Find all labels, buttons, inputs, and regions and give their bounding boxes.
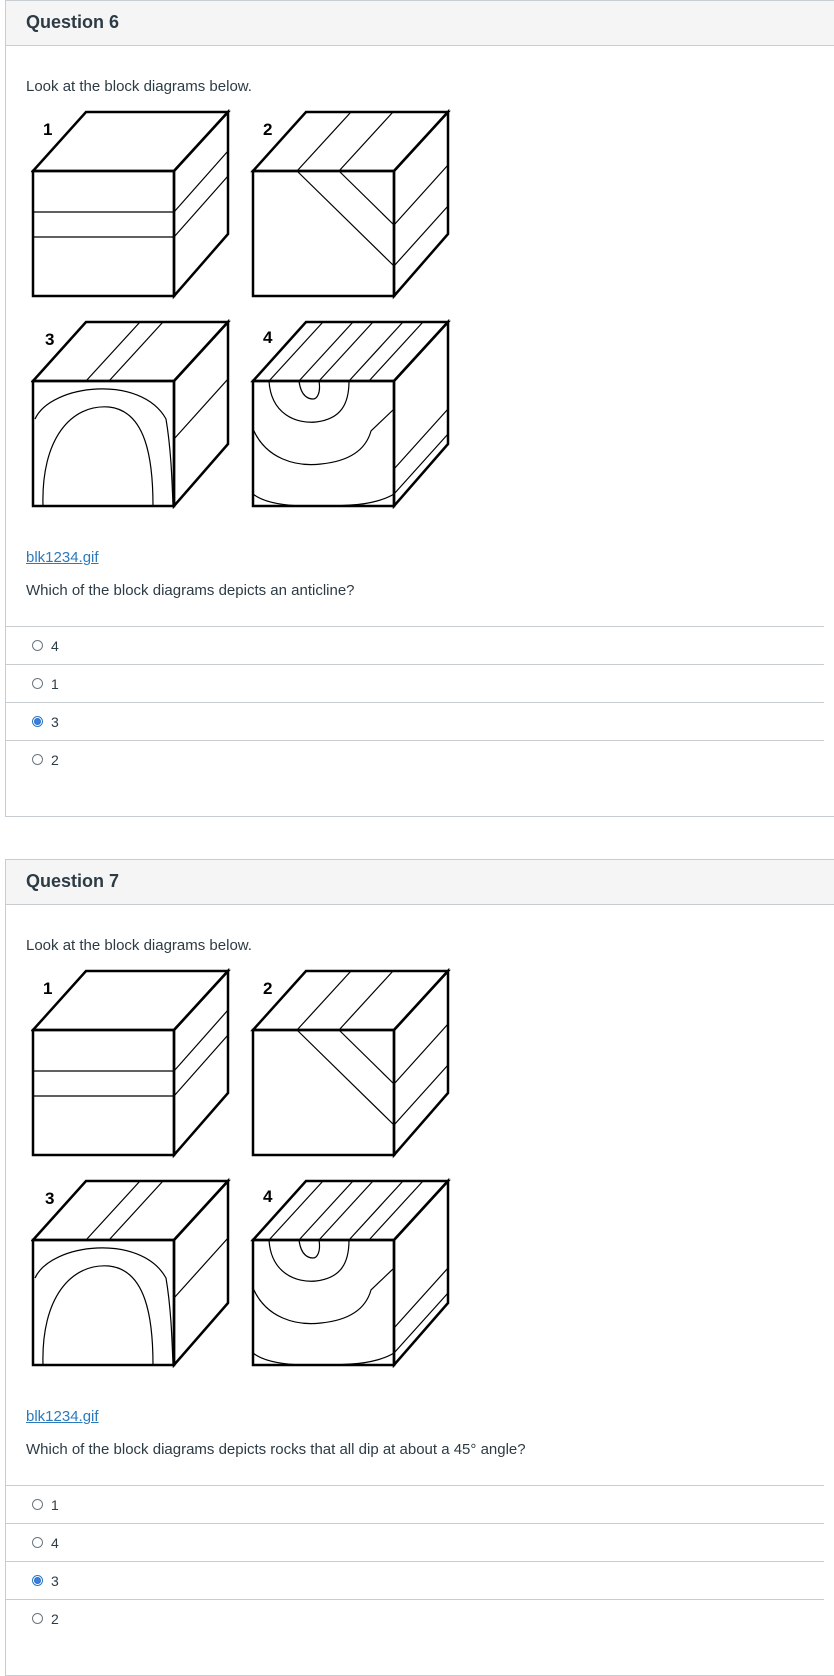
block-diagram-2 — [253, 971, 448, 1155]
answer-option[interactable] — [6, 1599, 824, 1637]
block-diagram-4 — [253, 1181, 448, 1365]
block-diagram-1 — [33, 112, 228, 296]
radio-button[interactable] — [32, 1613, 43, 1624]
block-diagram-2 — [253, 112, 448, 296]
question-intro: Look at the block diagrams below. — [26, 78, 252, 95]
question-title: Question 6 — [6, 1, 834, 46]
diagram-label-1: 1 — [43, 120, 53, 139]
block-diagram-3 — [33, 1181, 228, 1365]
answer-label: 2 — [51, 751, 59, 768]
answer-option[interactable] — [6, 1485, 824, 1523]
radio-button[interactable] — [32, 754, 43, 765]
block-diagrams-image — [31, 109, 451, 509]
answer-option[interactable] — [6, 702, 824, 740]
answer-option[interactable] — [6, 626, 824, 664]
radio-button-selected[interactable] — [32, 716, 43, 727]
question-6-card — [5, 0, 834, 817]
question-title: Question 7 — [6, 860, 834, 905]
block-diagram-3 — [33, 322, 228, 506]
answer-option[interactable] — [6, 1561, 824, 1599]
diagram-label-3: 3 — [45, 1189, 55, 1208]
diagram-label-3: 3 — [45, 330, 55, 349]
answer-list — [6, 626, 824, 778]
answer-option[interactable] — [6, 664, 824, 702]
answer-label: 2 — [51, 1610, 59, 1627]
diagram-label-4: 4 — [263, 1187, 273, 1206]
image-file-link[interactable]: blk1234.gif — [26, 549, 99, 566]
radio-button[interactable] — [32, 1499, 43, 1510]
question-prompt: Which of the block diagrams depicts an anticline? — [26, 582, 355, 599]
block-diagrams-image — [31, 968, 451, 1368]
answer-option[interactable] — [6, 1523, 824, 1561]
question-prompt: Which of the block diagrams depicts rocks that all dip at about a 45° angle? — [26, 1441, 526, 1458]
answer-label: 4 — [51, 637, 59, 654]
answer-label: 4 — [51, 1534, 59, 1551]
answer-list — [6, 1485, 824, 1637]
question-intro: Look at the block diagrams below. — [26, 937, 252, 954]
answer-label: 1 — [51, 675, 59, 692]
diagram-label-2: 2 — [263, 979, 273, 998]
diagram-label-4: 4 — [263, 328, 273, 347]
image-file-link[interactable]: blk1234.gif — [26, 1408, 99, 1425]
answer-label: 3 — [51, 1572, 59, 1589]
radio-button[interactable] — [32, 1537, 43, 1548]
block-diagram-4 — [253, 322, 448, 506]
radio-button-selected[interactable] — [32, 1575, 43, 1586]
radio-button[interactable] — [32, 640, 43, 651]
block-diagram-1 — [33, 971, 228, 1155]
radio-button[interactable] — [32, 678, 43, 689]
answer-label: 3 — [51, 713, 59, 730]
answer-label: 1 — [51, 1496, 59, 1513]
diagram-label-2: 2 — [263, 120, 273, 139]
question-7-card — [5, 859, 834, 1676]
diagram-label-1: 1 — [43, 979, 53, 998]
answer-option[interactable] — [6, 740, 824, 778]
